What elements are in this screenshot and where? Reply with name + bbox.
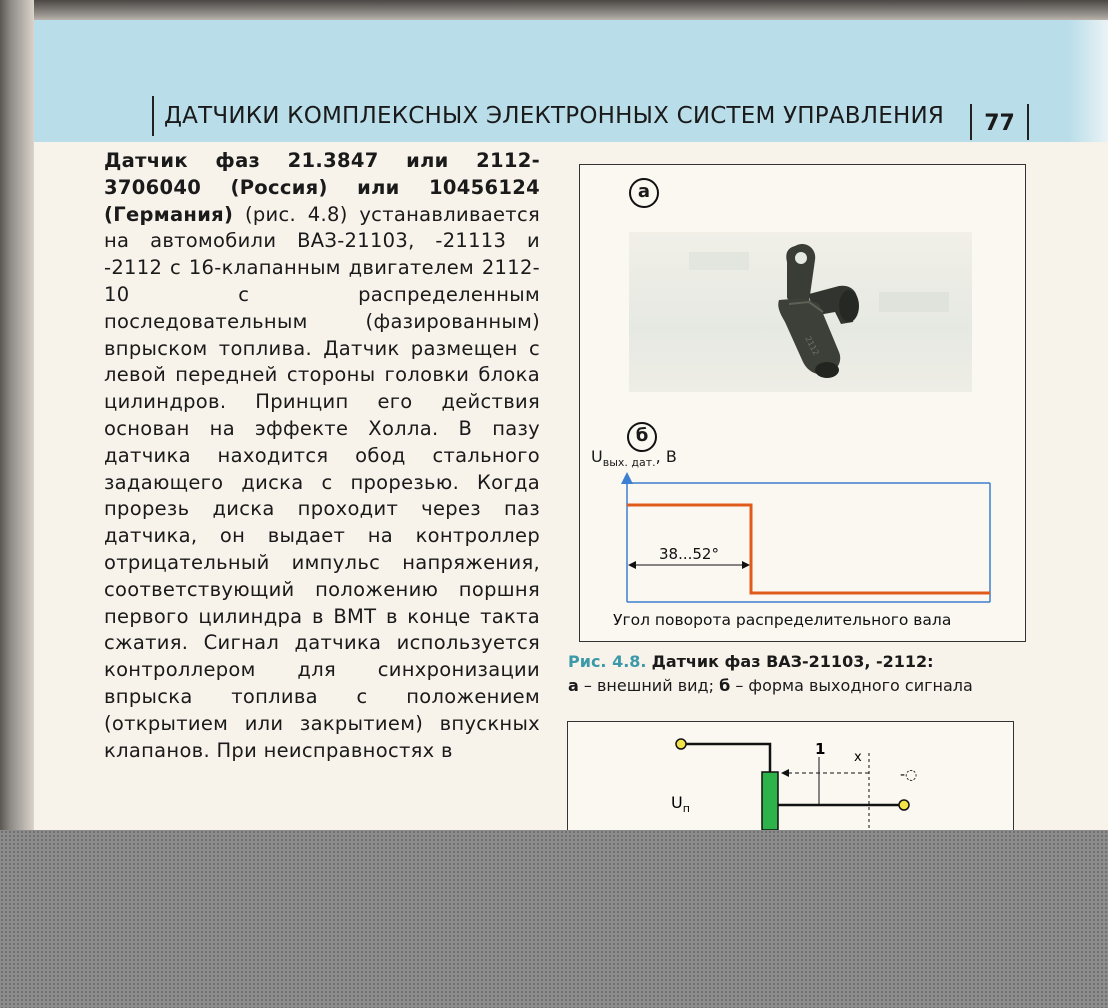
caption-key-b: б bbox=[719, 676, 731, 695]
figure-caption bbox=[568, 650, 1018, 698]
hall-element bbox=[762, 772, 778, 830]
body-main-text: (рис. 4.8) устанавливается на автомобили ВАЗ-21103, -21113 и -2112 с 16-клапанным двигателем 2112-10 с распределенным последовательным (фазированным) впрыском топлива. Датчик размещен с левой передней стороны головки блока цилиндров. Принцип его действия основан на эффекте Холла. В пазу датчика находится обод стального задающего диска с прорезью. Когда прорезь диска проходит через паз датчика, он выдает на контроллер отрицательный импульс напряжения, соответствующий положению поршня первого цилиндра в ВМТ в конце такта сжатия. Сигнал датчика используется контроллером для синхронизации впрыска топлива с положением (открытием или закрытием) впускных клапанов. При неисправностях в bbox=[104, 202, 540, 762]
figure-label-a: а bbox=[629, 178, 659, 208]
terminal-top bbox=[676, 739, 686, 749]
caption-text-b: – форма выходного сигнала bbox=[730, 676, 973, 695]
running-header-title: ДАТЧИКИ КОМПЛЕКСНЫХ ЭЛЕКТРОННЫХ СИСТЕМ УПРАВЛЕНИЯ bbox=[152, 96, 944, 136]
angle-annotation: 38...52° bbox=[659, 545, 719, 563]
caption-key-a: а bbox=[568, 676, 579, 695]
sensor-marking-text: 2112 bbox=[803, 334, 821, 357]
caption-text-a: – внешний вид; bbox=[578, 676, 720, 695]
scan-gray-band bbox=[0, 830, 1108, 1008]
diagram-label-x: x bbox=[854, 750, 862, 765]
terminal-right bbox=[899, 800, 909, 810]
caption-title: Датчик фаз ВАЗ-21103, -2112: bbox=[651, 652, 934, 671]
diagram-label-1: 1 bbox=[815, 740, 826, 758]
supply-wire bbox=[686, 744, 770, 772]
hall-sensor-diagram bbox=[567, 721, 1012, 830]
caption-ref: Рис. 4.8. bbox=[568, 652, 647, 671]
page-number: 77 bbox=[970, 104, 1029, 140]
flux-symbol: -◌ bbox=[900, 767, 918, 783]
x-axis-label: Угол поворота распределительного вала bbox=[613, 611, 952, 629]
body-bold-intro: Датчик фаз 21.3847 или 2112-3706040 (Россия) или 10456124 (Германия) bbox=[104, 149, 540, 226]
figure-label-b: б bbox=[627, 422, 657, 452]
supply-voltage-label: $U_п$ bbox=[671, 793, 690, 815]
y-axis-label: $U_{вых. дат.}$, В bbox=[591, 447, 677, 470]
